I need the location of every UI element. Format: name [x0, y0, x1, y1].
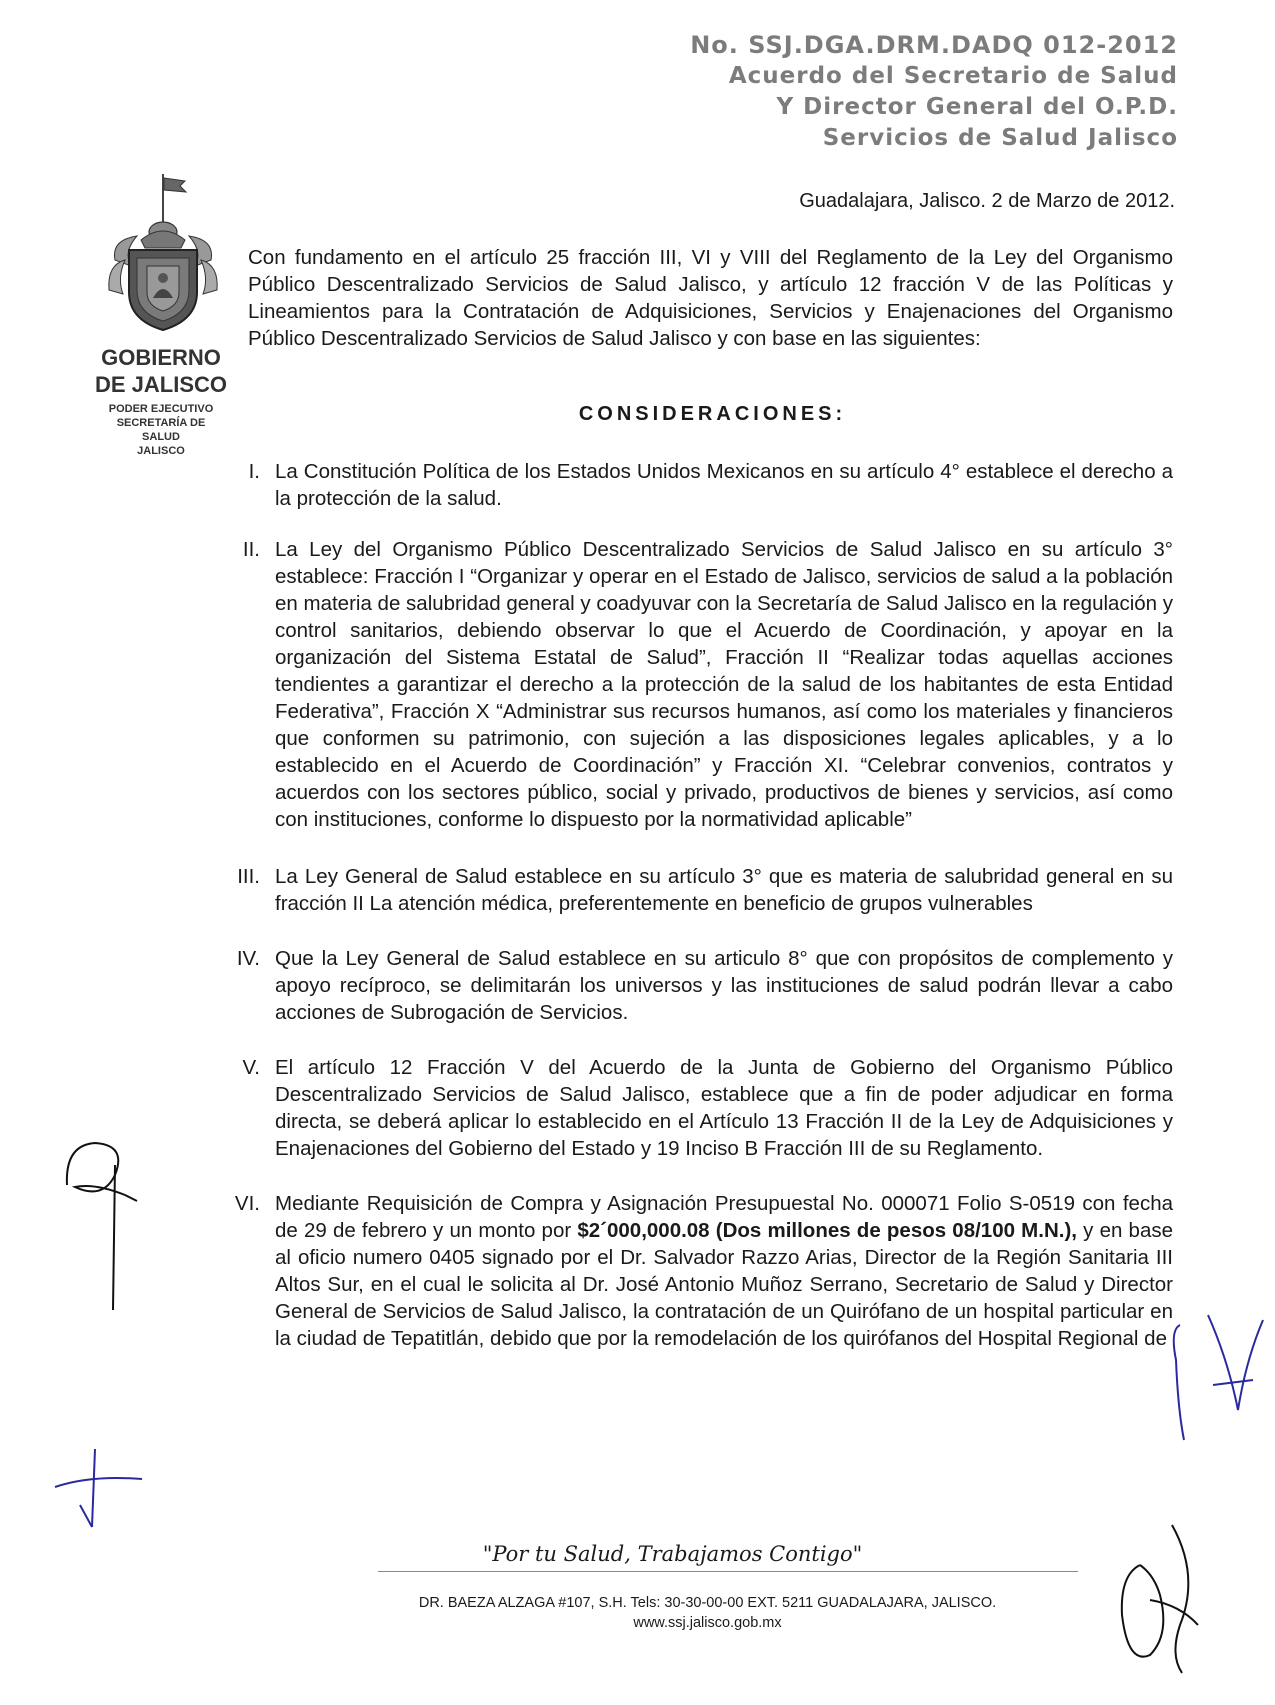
list-item [215, 945, 1173, 1026]
document-number: No. SSJ.DGA.DRM.DADQ 012-2012 [690, 31, 1178, 59]
footer-motto: "Por tu Salud, Trabajamos Contigo" [482, 1542, 863, 1566]
list-item [215, 458, 1173, 512]
handwritten-signature-icon [1168, 1300, 1268, 1450]
handwritten-initial-icon [55, 1125, 145, 1315]
logo-sub-line1: PODER EJECUTIVO [108, 403, 214, 415]
item-text: El artículo 12 Fracción V del Acuerdo de la Junta de Gobierno del Organismo Público Descentralizado Servicios de Salud Jalisco, establece que a fin de poder adjudicar en forma directa, se deberá aplicar lo establecido en el Artículo 13 Fracción II de la Ley de Adquisiciones y Enajenaciones del Gobierno del Estado y 19 Inciso B Fracción III de su Reglamento. [275, 1056, 1173, 1160]
document-date: Guadalajara, Jalisco. 2 de Marzo de 2012. [799, 190, 1175, 212]
considerations-list [215, 458, 1173, 1352]
intro-paragraph: Con fundamento en el artículo 25 fracción III, VI y VIII del Reglamento de la Ley del Organismo Público Descentralizado Servicios de Salud Jalisco, y artículo 12 fracción V de las Políticas y Lineamientos para la Contratación de Adquisiciones, Servicios y Enajenaciones del Organismo Público Descentralizado Servicios de Salud Jalisco y con base en las siguientes: [248, 246, 1173, 350]
item-number: V. [242, 1056, 260, 1079]
logo-sub-line2: SECRETARÍA DE [116, 417, 206, 429]
item-text [275, 1192, 1173, 1350]
item-number: IV. [236, 947, 260, 970]
reference-line-2: Acuerdo del Secretario de Salud [728, 63, 1178, 89]
reference-line-4: Servicios de Salud Jalisco [822, 125, 1178, 151]
amount-text: $2´000,000.08 (Dos millones de pesos 08/100 M.N.), [577, 1219, 1077, 1242]
list-item [215, 863, 1173, 917]
item-number: II. [242, 538, 260, 561]
logo-name-line2: DE JALISCO [94, 372, 228, 397]
logo-sub-line4: JALISCO [137, 445, 185, 457]
footer-website: www.ssj.jalisco.gob.mx [633, 1615, 782, 1631]
item-text: La Ley General de Salud establece en su artículo 3° que es materia de salubridad general en su fracción II La atención médica, preferentemente en beneficio de grupos vulnerables [275, 865, 1173, 915]
item-text-part-b: y en base al oficio numero 0405 signado por el Dr. Salvador Razzo Arias, Director de la Región Sanitaria III Altos Sur, en el cual le solicita al Dr. José Antonio Muñoz Serrano, Secretario de Salud y Director General de Servicios de Salud Jalisco, la contratación de un Quirófano de un hospital particular en la ciudad de Tepatitlán, debido que por la remodelación de los quirófanos del Hospital Regional de [275, 1219, 1173, 1350]
reference-line-3: Y Director General del O.P.D. [776, 94, 1178, 120]
item-text: La Constitución Política de los Estados Unidos Mexicanos en su artículo 4° establece el derecho a la protección de la salud. [275, 460, 1173, 510]
coat-of-arms-icon [101, 170, 221, 340]
handwritten-mark-icon [50, 1445, 145, 1535]
item-number: VI. [234, 1192, 260, 1215]
item-text-part-a: Mediante Requisición de Compra y Asignación Presupuestal No. 000071 Folio S-0519 con fecha de 29 de febrero y un monto por [275, 1192, 1173, 1242]
footer-divider [378, 1571, 1078, 1572]
footer-address-block [0, 1593, 1275, 1633]
list-item [215, 1054, 1173, 1162]
list-item [215, 536, 1173, 833]
logo-name-line1: GOBIERNO [101, 345, 221, 370]
item-number: I. [248, 460, 260, 483]
list-item [215, 1190, 1173, 1352]
item-text: Que la Ley General de Salud establece en su articulo 8° que con propósitos de complemento y apoyo recíproco, se delimitarán los universos y las instituciones de salud podrán llevar a cabo acciones de Subrogación de Servicios. [275, 947, 1173, 1024]
considerations-heading: CONSIDERACIONES: [578, 403, 847, 425]
item-text: La Ley del Organismo Público Descentralizado Servicios de Salud Jalisco en su artículo 3° establece: Fracción I “Organizar y operar en el Estado de Jalisco, servicios de salud a la población en materia de salubridad general y coadyuvar con la Secretaría de Salud Jalisco en la regulación y control sanitarios, debiendo observar lo que el Acuerdo de Coordinación, y apoyar en la organización del Sistema Estatal de Salud”, Fracción II “Realizar todas aquellas acciones tendientes a garantizar el derecho a la protección de la salud de los habitantes de esta Entidad Federativa”, Fracción X “Administrar sus recursos humanos, así como los materiales y financieros que conformen su patrimonio, con sujeción a las disposiciones legales aplicables, y a lo establecido en el Acuerdo de Coordinación” y Fracción XI. “Celebrar convenios, contratos y acuerdos con los sectores público, social y privado, productivos de bienes y servicios, así como con instituciones, conforme lo dispuesto por la normatividad aplicable” [275, 538, 1173, 831]
document-reference [690, 30, 1178, 154]
logo-sub-line3: SALUD [142, 431, 180, 443]
item-number: III. [237, 865, 260, 888]
footer-address: DR. BAEZA ALZAGA #107, S.H. Tels: 30-30-00-00 EXT. 5211 GUADALAJARA, JALISCO. [418, 1595, 997, 1611]
